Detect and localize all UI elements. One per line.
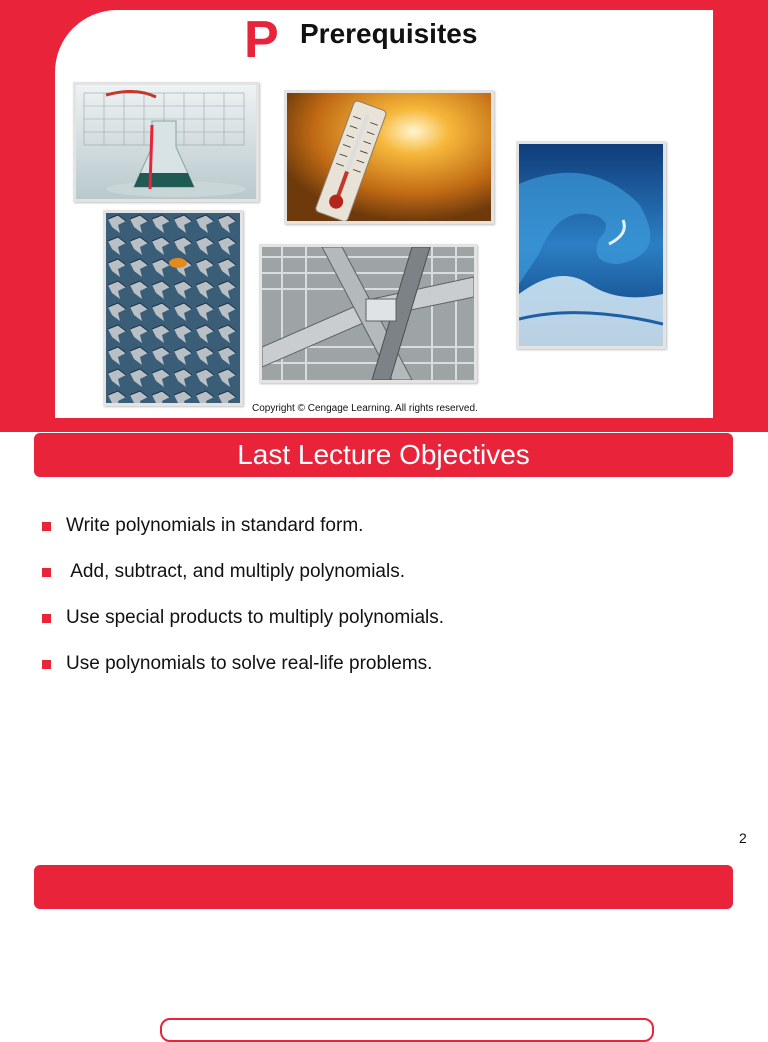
list-item xyxy=(40,558,444,604)
ocean-wave-photo xyxy=(516,141,666,349)
bullet-text: Use special products to multiply polynomials. xyxy=(66,607,445,628)
chapter-title: Prerequisites xyxy=(300,18,478,49)
slide-1 xyxy=(0,0,768,432)
steel-structure-photo xyxy=(259,244,477,383)
slide-4-frame xyxy=(160,1018,654,1042)
bullet-text: Use polynomials to solve real-life problems. xyxy=(66,653,433,674)
bullet-square-icon xyxy=(42,614,51,623)
list-item xyxy=(40,650,444,696)
bullet-text: Add, subtract, and multiply polynomials. xyxy=(66,561,406,582)
list-item xyxy=(40,604,444,650)
bullet-square-icon xyxy=(42,660,51,669)
chapter-letter: P xyxy=(244,11,279,69)
slide-2-title-banner xyxy=(34,433,733,477)
chemistry-flask-photo xyxy=(73,82,259,202)
bullet-text: Write polynomials in standard form. xyxy=(66,515,364,536)
bullet-square-icon xyxy=(42,522,51,531)
slide-3-title-banner xyxy=(34,865,733,909)
slide-2-title: Last Lecture Objectives xyxy=(237,439,530,470)
copyright-notice: Copyright © Cengage Learning. All rights reserved. xyxy=(252,403,478,414)
bullet-square-icon xyxy=(42,568,51,577)
page-number: 2 xyxy=(739,830,747,846)
tessellation-art-photo xyxy=(103,210,243,406)
list-item xyxy=(40,512,444,558)
thermometer-photo xyxy=(284,90,494,224)
objectives-list xyxy=(40,512,444,696)
